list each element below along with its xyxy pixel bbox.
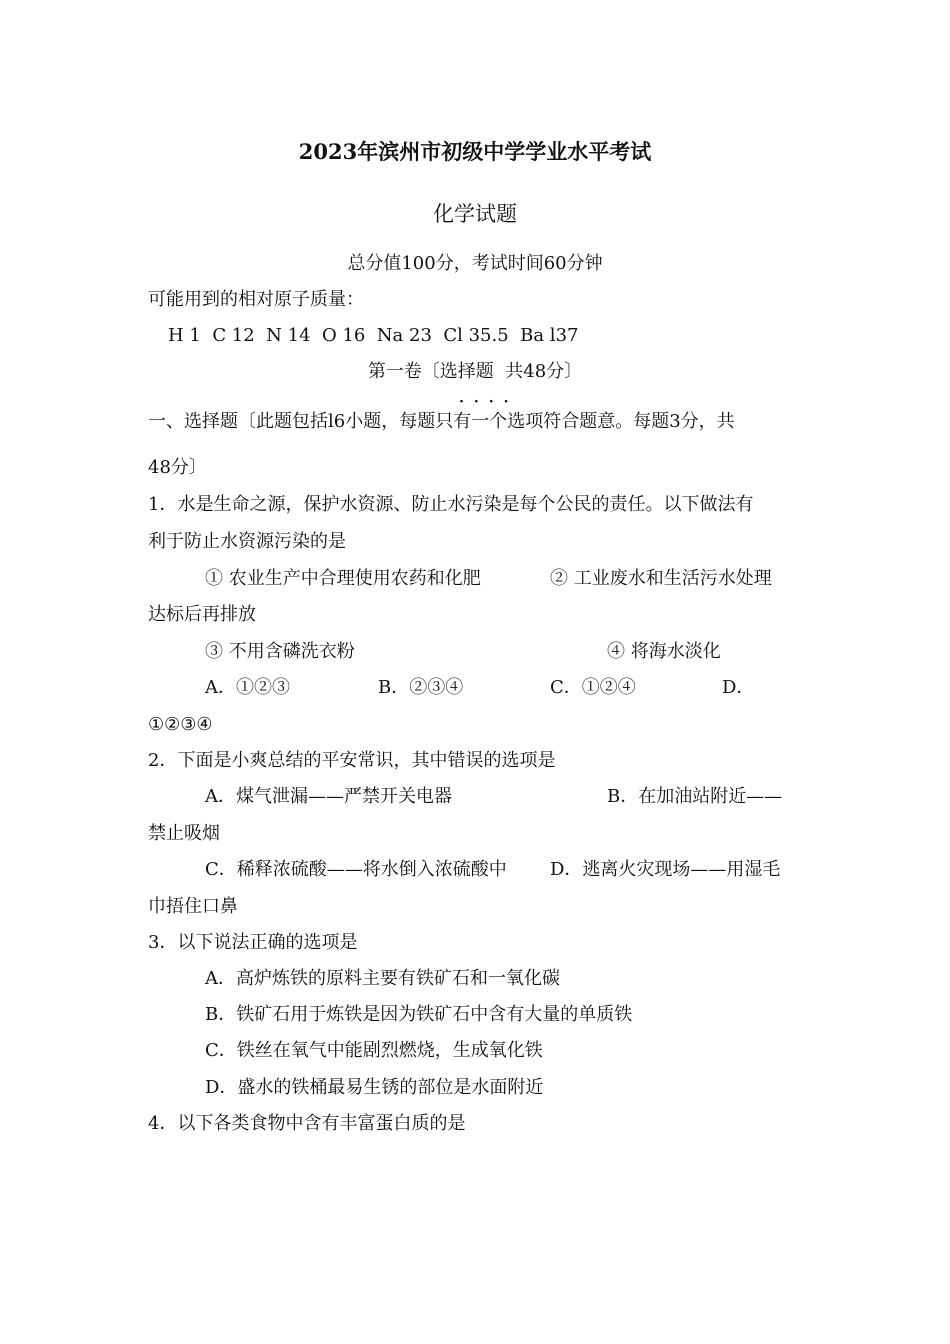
q1-stem-line1: 1．水是生命之源，保护水资源、防止水污染是每个公民的责任。以下做法有 <box>148 494 754 515</box>
q2-option-b: B．在加油站附近—— <box>607 786 783 807</box>
q2-option-a: A．煤气泄漏——严禁开关电器 <box>205 786 452 807</box>
q3-stem: 3．以下说法正确的选项是 <box>148 932 358 953</box>
q1-option-b: B．②③④ <box>378 677 464 698</box>
q1-option-c: C．①②④ <box>550 677 636 698</box>
exam-info: 总分值100分，考试时间60分钟 <box>347 253 603 274</box>
q1-item4: ④ 将海水淡化 <box>607 641 721 662</box>
q1-option-a: A．①②③ <box>205 677 290 698</box>
q3-option-a: A．高炉炼铁的原料主要有铁矿石和一氧化碳 <box>205 968 560 989</box>
q1-item2: ② 工业废水和生活污水处理 <box>550 568 772 589</box>
q2-option-c: C．稀释浓硫酸——将水倒入浓硫酸中 <box>205 859 507 880</box>
q2-option-d-cont: 巾捂住口鼻 <box>148 896 238 917</box>
q3-option-b: B．铁矿石用于炼铁是因为铁矿石中含有大量的单质铁 <box>205 1004 633 1025</box>
part-one-intro-line2: 48分〕 <box>148 457 207 478</box>
q2-option-b-cont: 禁止吸烟 <box>148 823 220 844</box>
section-title: 第一卷〔选择题 共48分〕 <box>367 361 583 382</box>
q2-stem: 2．下面是小爽总结的平安常识，其中错误的选项是 <box>148 750 556 771</box>
q1-item3: ③ 不用含磷洗衣粉 <box>205 641 355 662</box>
q3-option-d: D．盛水的铁桶最易生锈的部位是水面附近 <box>205 1077 544 1098</box>
emphasis-dots: ···· <box>459 394 519 410</box>
part-one-intro-line1: 一、选择题〔此题包括l6小题，每题只有一个选项符合题意。每题3分，共 <box>148 411 735 432</box>
q1-option-d: D． <box>722 677 755 698</box>
q4-stem: 4．以下各类食物中含有丰富蛋白质的是 <box>148 1113 466 1134</box>
q1-item1: ① 农业生产中合理使用农药和化肥 <box>205 568 481 589</box>
atomic-mass-label: 可能用到的相对原子质量： <box>148 289 364 310</box>
exam-title: 2023年滨州市初级中学学业水平考试 <box>298 139 652 164</box>
q1-stem-line2: 利于防止水资源污染的是 <box>148 531 346 552</box>
q1-item2-cont: 达标后再排放 <box>148 604 256 625</box>
q1-option-d-cont: ①②③④ <box>148 714 213 735</box>
atomic-mass-values: H 1 C 12 N 14 O 16 Na 23 Cl 35.5 Ba l37 <box>168 325 579 346</box>
exam-subject: 化学试题 <box>433 202 517 226</box>
q2-option-d: D．逃离火灾现场——用湿毛 <box>550 859 781 880</box>
q3-option-c: C．铁丝在氧气中能剧烈燃烧，生成氧化铁 <box>205 1040 543 1061</box>
